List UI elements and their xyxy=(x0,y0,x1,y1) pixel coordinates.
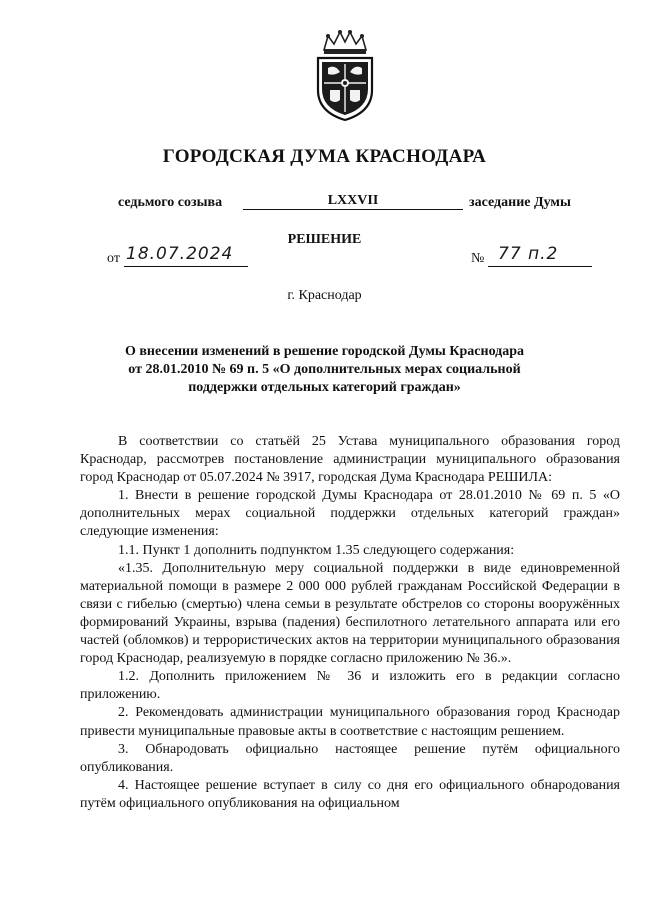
handwritten-number: 77 п.2 xyxy=(498,244,559,264)
city-label: г. Краснодар xyxy=(287,288,362,303)
decision-subject xyxy=(80,343,569,397)
body-paragraph: В соответствии со статьёй 25 Устава муниципального образования город Краснодар, рассмотрев постановление администрации муниципального образования город Краснодар от 05.07.2024 № 3917, городская Дума Краснодара РЕШИЛА: xyxy=(80,434,620,486)
handwritten-date: 18.07.2024 xyxy=(126,244,234,264)
doc-type-heading: РЕШЕНИЕ xyxy=(287,232,362,247)
session-number: LXXVII xyxy=(243,193,463,210)
council-title: ГОРОДСКАЯ ДУМА КРАСНОДАРА xyxy=(162,146,487,167)
body-paragraph: 1. Внести в решение городской Думы Краснодара от 28.01.2010 № 69 п. 5 «О дополнительных мерах социальной поддержки отдельных категорий граждан» следующие изменения: xyxy=(80,488,620,540)
convocation-label: седьмого созыва xyxy=(118,195,223,210)
subject-line: от 28.01.2010 № 69 п. 5 «О дополнительных мерах социальной xyxy=(128,362,521,377)
body-paragraph: 1.2. Дополнить приложением № 36 и изложить его в редакции согласно приложению. xyxy=(80,669,620,703)
date-underline xyxy=(124,266,248,267)
subject-line: О внесении изменений в решение городской Думы Краснодара xyxy=(124,344,525,359)
body-paragraph: 1.1. Пункт 1 дополнить подпунктом 1.35 следующего содержания: xyxy=(118,542,515,558)
body-paragraph: «1.35. Дополнительную меру социальной поддержки в виде единовременной материальной помощи в размере 2 000 000 рублей гражданам Российской Федерации в связи с гибелью (смертью) члена семьи в результате обстрелов со стороны вооружённых формирований Украины, взрыва (падения) беспилотного летательного аппарата или его частей (обломков) и террористических актов на территории муниципального образования город Краснодар, реализуемую в порядке согласно приложению № 36.». xyxy=(80,560,620,667)
body-paragraph: 2. Рекомендовать администрации муниципального образования город Краснодар привести муниципальные правовые акты в соответствие с настоящим решением. xyxy=(80,705,620,739)
session-label: заседание Думы xyxy=(469,195,571,210)
body-paragraph: 3. Обнародовать официально настоящее решение путём официального опубликования. xyxy=(80,741,620,775)
coat-of-arms-icon xyxy=(310,28,380,123)
number-prefix: № xyxy=(471,251,485,266)
subject-line: поддержки отдельных категорий граждан» xyxy=(188,380,461,395)
decision-body xyxy=(80,433,620,813)
date-prefix: от xyxy=(107,251,120,266)
body-paragraph: 4. Настоящее решение вступает в силу со дня его официального обнародования путём официального опубликования на официальном xyxy=(80,777,620,811)
number-underline xyxy=(488,266,592,267)
